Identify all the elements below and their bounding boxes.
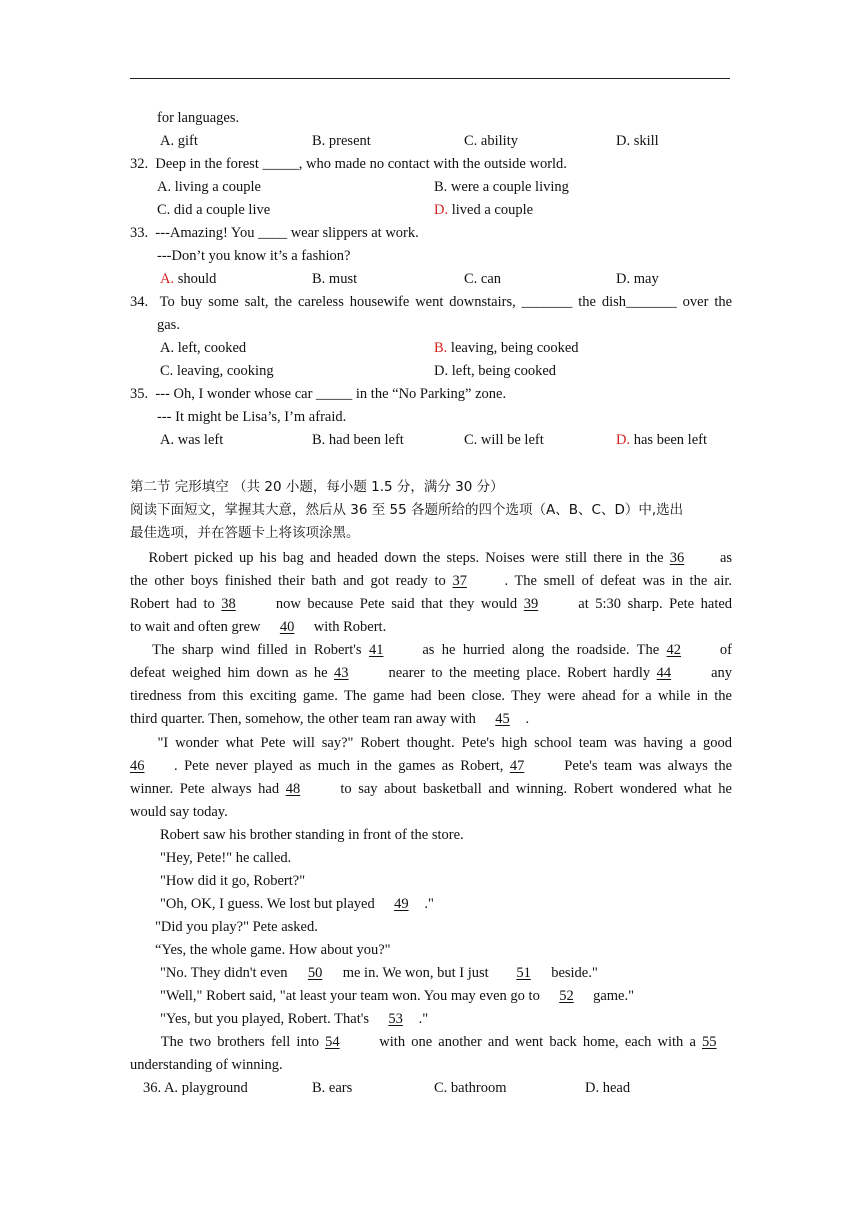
blank-46[interactable]: 46 xyxy=(130,758,145,774)
section-title: 第二节 完形填空 （共 20 小题，每小题 1.5 分，满分 30 分） xyxy=(130,479,504,495)
blank-43[interactable]: 43 xyxy=(334,665,349,681)
answer-mark: A. xyxy=(160,271,175,287)
q31-stem-cont: for languages. xyxy=(157,110,240,126)
passage-line: would say today. xyxy=(130,804,228,820)
q36-option-a[interactable]: 36. A. playground xyxy=(143,1080,248,1096)
q35-option-a[interactable]: A. was left xyxy=(160,432,224,448)
q34-stem: 34. To buy some salt, the careless housewife went downstairs, _______ the dish_______ over the xyxy=(130,294,733,310)
blank-42[interactable]: 42 xyxy=(666,642,682,658)
passage-line: "Oh, OK, I guess. We lost but played 49 ." xyxy=(160,896,434,912)
passage-line: "Hey, Pete!" he called. xyxy=(160,850,292,866)
passage-line: "I wonder what Pete will say?" Robert thought. Pete's high school team was having a good xyxy=(157,735,733,751)
q31-option-a[interactable]: A. gift xyxy=(160,133,198,149)
q34-option-a[interactable]: A. left, cooked xyxy=(160,340,247,356)
q34-stem-line2: gas. xyxy=(157,317,180,333)
passage-line: tiredness from this exciting game. The game had been close. They were ahead for a while in the xyxy=(130,688,732,704)
q36-option-c[interactable]: C. bathroom xyxy=(434,1080,507,1096)
blank-52[interactable]: 52 xyxy=(559,988,574,1004)
passage-line: "Yes, but you played, Robert. That's 53 ." xyxy=(160,1011,429,1027)
passage-line: winner. Pete always had 48 to say about basketball and winning. Robert wondered what he xyxy=(130,781,732,797)
passage-line: "Did you play?" Pete asked. xyxy=(155,919,318,935)
blank-40[interactable]: 40 xyxy=(279,619,295,635)
blank-45[interactable]: 45 xyxy=(495,711,510,727)
passage-line: The two brothers fell into 54 with one another and went back home, each with a 55 xyxy=(130,1032,732,1052)
passage-line: third quarter. Then, somehow, the other team ran away with 45 . xyxy=(130,711,530,727)
blank-41[interactable]: 41 xyxy=(368,642,384,658)
blank-48[interactable]: 48 xyxy=(285,781,301,797)
q33-stem-line2: ---Don’t you know it’s a fashion? xyxy=(157,248,351,264)
q34-option-c[interactable]: C. leaving, cooking xyxy=(160,363,274,379)
q33-stem: 33. ---Amazing! You ____ wear slippers at work. xyxy=(130,225,419,241)
passage-line: The sharp wind filled in Robert's 41 as he hurried along the roadside. The 42 of xyxy=(152,642,732,658)
q35-option-b[interactable]: B. had been left xyxy=(312,432,404,448)
passage-line: to wait and often grew 40 with Robert. xyxy=(130,619,387,635)
blank-44[interactable]: 44 xyxy=(656,665,672,681)
passage-line: defeat weighed him down as he 43 nearer to the meeting place. Robert hardly 44 any xyxy=(130,665,733,681)
passage-line: Robert picked up his bag and headed down the steps. Noises were still there in the 36 as xyxy=(148,550,733,566)
answer-mark: D. xyxy=(434,202,449,218)
q33-option-c[interactable]: C. can xyxy=(464,271,502,287)
blank-36[interactable]: 36 xyxy=(669,550,685,566)
blank-37[interactable]: 37 xyxy=(452,573,467,589)
passage-line: “Yes, the whole game. How about you?" xyxy=(155,942,391,958)
blank-51[interactable]: 51 xyxy=(516,965,531,981)
q31-option-c[interactable]: C. ability xyxy=(464,133,518,149)
q35-stem-line2: --- It might be Lisa’s, I’m afraid. xyxy=(157,409,347,425)
passage-line: "No. They didn't even 50 me in. We won, but I just 51 beside." xyxy=(160,965,598,981)
passage-line: understanding of winning. xyxy=(130,1057,283,1073)
blank-54[interactable]: 54 xyxy=(325,1034,340,1050)
q33-option-a[interactable]: A. should xyxy=(160,271,217,287)
section-instructions-line2: 最佳选项，并在答题卡上将该项涂黑。 xyxy=(130,525,360,541)
q34-option-d[interactable]: D. left, being cooked xyxy=(434,363,557,379)
passage-line: the other boys finished their bath and got ready to 37 . The smell of defeat was in the air. xyxy=(130,573,733,589)
passage-line: Robert saw his brother standing in front of the store. xyxy=(160,827,464,843)
blank-50[interactable]: 50 xyxy=(307,965,323,981)
q32-option-a[interactable]: A. living a couple xyxy=(157,179,261,195)
blank-53[interactable]: 53 xyxy=(388,1011,403,1027)
blank-39[interactable]: 39 xyxy=(523,596,539,612)
q35-option-c[interactable]: C. will be left xyxy=(464,432,544,448)
q36-option-b[interactable]: B. ears xyxy=(312,1080,353,1096)
blank-47[interactable]: 47 xyxy=(509,758,525,774)
passage-line: 46 . Pete never played as much in the games as Robert, 47 Pete's team was always the xyxy=(130,758,733,774)
passage-line: Robert had to 38 now because Pete said that they would 39 at 5:30 sharp. Pete hated xyxy=(130,596,733,612)
blank-38[interactable]: 38 xyxy=(221,596,236,612)
q35-stem: 35. --- Oh, I wonder whose car _____ in the “No Parking” zone. xyxy=(130,386,507,402)
q36-option-d[interactable]: D. head xyxy=(585,1080,631,1096)
q32-stem: 32. Deep in the forest _____, who made no contact with the outside world. xyxy=(130,156,567,172)
q31-option-b[interactable]: B. present xyxy=(312,133,371,149)
q31-option-d[interactable]: D. skill xyxy=(616,133,659,149)
blank-49[interactable]: 49 xyxy=(394,896,409,912)
q32-option-d[interactable]: D. lived a couple xyxy=(434,202,534,218)
q34-option-b[interactable]: B. leaving, being cooked xyxy=(434,340,579,356)
header-rule xyxy=(130,78,730,79)
q32-option-c[interactable]: C. did a couple live xyxy=(157,202,271,218)
question-number: 32. xyxy=(130,156,149,172)
section-instructions-line1: 阅读下面短文，掌握其大意，然后从 36 至 55 各题所给的四个选项（A、B、C、D）中,选出 xyxy=(130,502,684,518)
q33-option-b[interactable]: B. must xyxy=(312,271,358,287)
q33-option-d[interactable]: D. may xyxy=(616,271,659,287)
answer-mark: B. xyxy=(434,340,448,356)
passage-line: "Well," Robert said, "at least your team won. You may even go to 52 game." xyxy=(160,988,635,1004)
q35-option-d[interactable]: D. has been left xyxy=(616,432,708,448)
q32-option-b[interactable]: B. were a couple living xyxy=(434,179,569,195)
blank-55[interactable]: 55 xyxy=(702,1034,717,1050)
passage-line: "How did it go, Robert?" xyxy=(160,873,306,889)
answer-mark: D. xyxy=(616,432,631,448)
